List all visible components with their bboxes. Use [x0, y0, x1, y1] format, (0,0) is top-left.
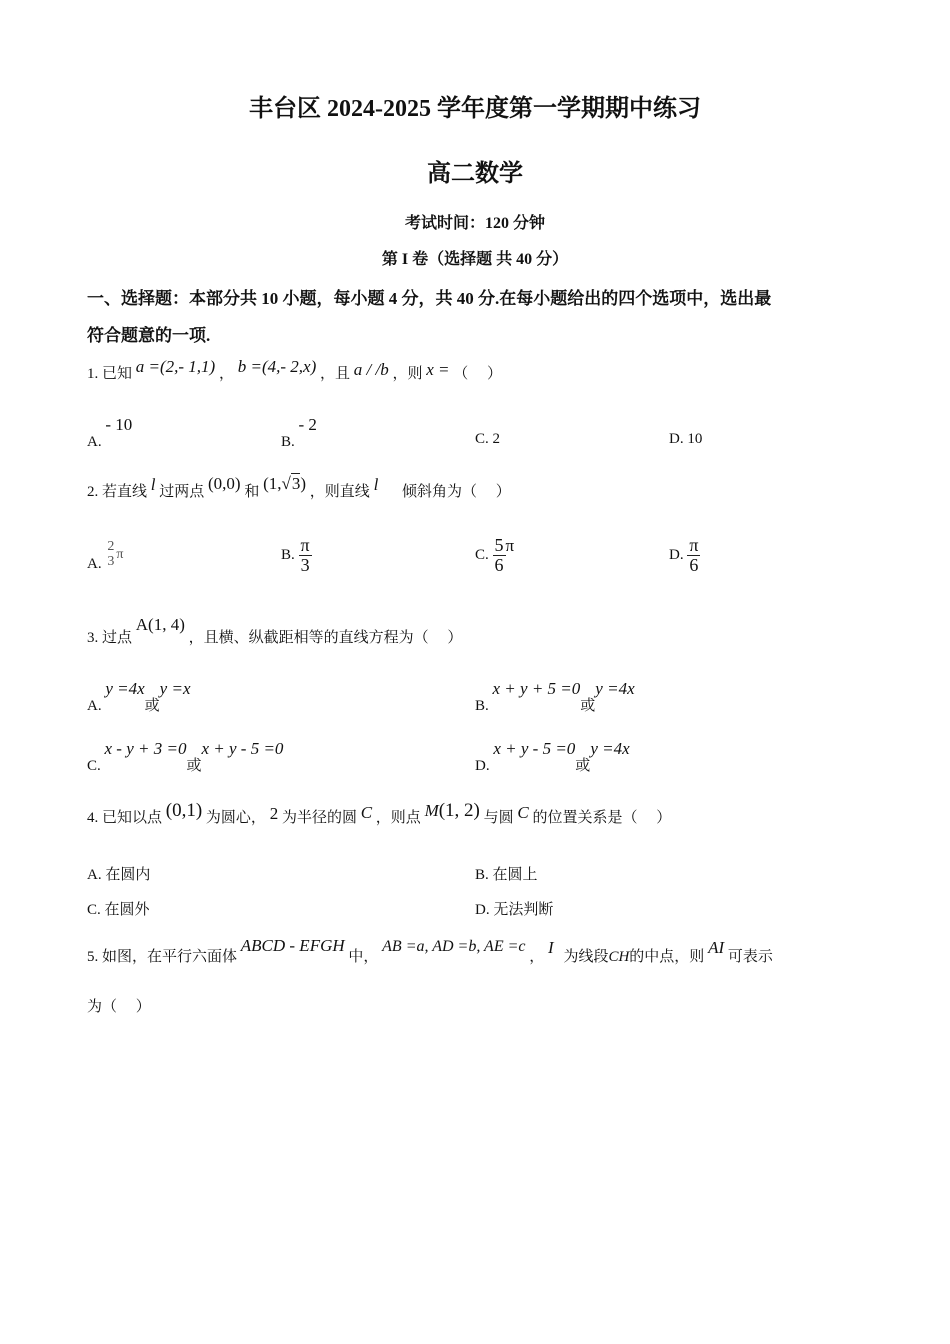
- q4-option-c[interactable]: C. 在圆外: [87, 902, 150, 918]
- question-1: 1. 已知 a =(2,- 1,1) ， b =(4,- 2,x) ，且 a / /b ，则 x = （ ）: [87, 357, 503, 382]
- subject-title: 高二数学: [427, 161, 523, 187]
- q1-option-a[interactable]: A. - 10: [87, 415, 133, 450]
- q4-option-d[interactable]: D. 无法判断: [475, 902, 554, 918]
- q4-option-b[interactable]: B. 在圆上: [475, 867, 538, 883]
- question-4: 4. 已知以点 (0,1) 为圆心， 2 为半径的圆 C ，则点 M(1, 2) 与圆 C 的位置关系是（ ）: [87, 800, 672, 826]
- q3-option-c[interactable]: C. x - y + 3 =0或x + y - 5 =0: [87, 739, 284, 774]
- q3-option-d[interactable]: D. x + y - 5 =0或y =4x: [475, 739, 630, 774]
- point-m: (1, 2): [438, 800, 480, 821]
- vector-b: b =(4,- 2,x): [237, 357, 317, 376]
- q2-option-a[interactable]: A. 2 3 π: [87, 539, 124, 573]
- point-origin: (0,0): [208, 474, 241, 493]
- section-heading-cont: 符合题意的一项.: [87, 326, 211, 345]
- section-heading: 一、选择题：本部分共 10 小题，每小题 4 分，共 40 分.在每小题给出的四个选项中，选出最: [87, 289, 772, 308]
- vector-a: a =(2,- 1,1): [135, 357, 216, 376]
- circle-center: (0,1): [165, 800, 203, 821]
- question-2: 2. 若直线 l 过两点 (0,0) 和 (1,√3) ，则直线 l 倾斜角为（ ）: [87, 474, 511, 500]
- q1-option-b[interactable]: B. - 2: [281, 415, 317, 450]
- q1-option-c[interactable]: C. 2: [475, 431, 501, 447]
- question-5-cont: 为（ ）: [87, 999, 151, 1015]
- question-5: 5. 如图，在平行六面体 ABCD - EFGH 中， AB =a, AD =b, AE =c ， I 为线段CH的中点，则 AI 可表示: [87, 936, 773, 965]
- exam-title: 丰台区 2024-2025 学年度第一学期期中练习: [249, 96, 701, 122]
- question-3: 3. 过点 A(1, 4) ，且横、纵截距相等的直线方程为（ ）: [87, 615, 463, 646]
- exam-time: 考试时间：120 分钟: [404, 215, 545, 232]
- part-title: 第 I 卷（选择题 共 40 分）: [381, 251, 569, 268]
- q3-option-b[interactable]: B. x + y + 5 =0或y =4x: [475, 679, 635, 714]
- vector-definitions: AB =a, AD =b, AE =c: [382, 938, 526, 955]
- point-1-sqrt3: (1,√3): [263, 474, 307, 493]
- parallel-condition: a / /b: [353, 360, 389, 379]
- q4-option-a[interactable]: A. 在圆内: [87, 867, 151, 883]
- q2-option-b[interactable]: B. $\frac{\pi}{3}$: [281, 535, 310, 575]
- circle-radius: 2: [269, 804, 279, 823]
- parallelepiped: ABCD - EFGH: [240, 936, 345, 955]
- q2-option-d[interactable]: D. $\frac{\pi}{6}$: [669, 535, 699, 575]
- q3-option-a[interactable]: A. y =4x或y =x: [87, 679, 191, 714]
- point-a: A(1, 4): [135, 615, 185, 634]
- q1-option-d[interactable]: D. 10: [669, 431, 703, 447]
- q2-option-c[interactable]: C. $\frac{5}{6}$ π: [475, 535, 515, 575]
